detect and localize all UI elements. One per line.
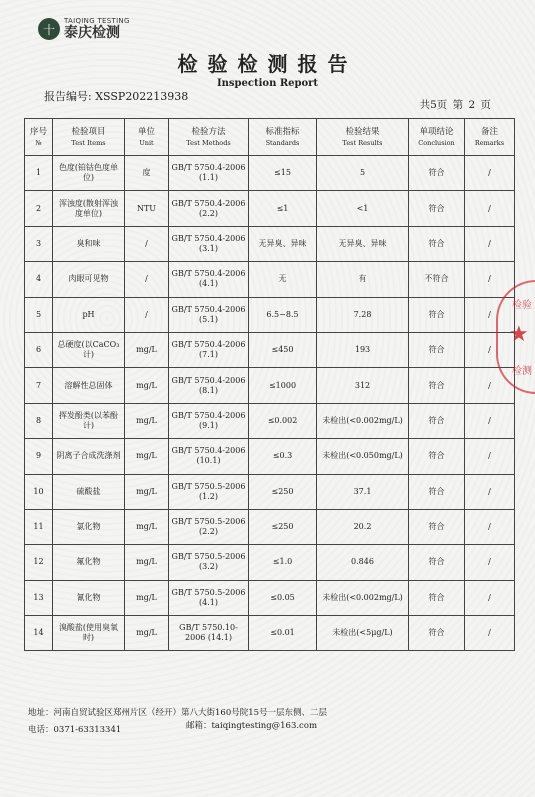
cell-unit: mg/L xyxy=(125,368,169,403)
report-number: 报告编号: XSSP202213938 xyxy=(44,90,189,103)
seal-text-top: 检验 xyxy=(512,300,532,311)
column-header-en: Standards xyxy=(265,139,300,148)
cell-conclusion: 符合 xyxy=(409,474,465,509)
cell-unit: 度 xyxy=(125,156,169,191)
column-header-en: Remarks xyxy=(474,139,505,148)
column-header-en: Unit xyxy=(139,139,154,148)
cell-item: 肉眼可见物 xyxy=(53,262,125,297)
cell-no: 8 xyxy=(25,403,53,438)
results-table xyxy=(24,118,515,651)
cell-conclusion: 符合 xyxy=(409,403,465,438)
footer-email: 邮箱：taiqingtesting@163.com xyxy=(186,721,317,731)
cell-unit: / xyxy=(125,262,169,297)
cell-no: 13 xyxy=(25,580,53,615)
column-header-cn: 单位 xyxy=(137,126,155,137)
table-body xyxy=(25,156,515,651)
column-header-cn: 备注 xyxy=(480,126,498,137)
cell-result: 0.846 xyxy=(317,545,409,580)
cell-no: 14 xyxy=(25,616,53,651)
cell-result: <1 xyxy=(317,191,409,226)
cell-unit: / xyxy=(125,226,169,261)
column-header-cn: 标准指标 xyxy=(265,126,300,137)
cell-method: GB/T 5750.4-2006 (8.1) xyxy=(169,368,249,403)
table-row xyxy=(25,403,515,438)
cell-result: 未检出(<5μg/L) xyxy=(317,616,409,651)
cell-standard: ≤0.3 xyxy=(249,439,317,474)
cell-item: 色度(铂钴色度单位) xyxy=(53,156,125,191)
cell-remarks: / xyxy=(465,509,515,544)
cell-unit: mg/L xyxy=(125,403,169,438)
table-row xyxy=(25,509,515,544)
cell-method: GB/T 5750.4-2006 (2.2) xyxy=(169,191,249,226)
column-header-cn: 序号 xyxy=(29,126,47,137)
table-row xyxy=(25,332,515,367)
cell-standard: ≤15 xyxy=(249,156,317,191)
cell-conclusion: 符合 xyxy=(409,332,465,367)
cell-method: GB/T 5750.5-2006 (3.2) xyxy=(169,545,249,580)
column-header-en: Test Results xyxy=(342,139,383,148)
cell-remarks: / xyxy=(465,262,515,297)
cell-result: 未检出(<0.050mg/L) xyxy=(317,439,409,474)
column-header xyxy=(53,119,125,156)
logo-en-text: TAIQING TESTING xyxy=(64,17,130,25)
column-header-en: Test Items xyxy=(71,139,106,148)
cell-item: 溴酸盐(使用臭氧时) xyxy=(53,616,125,651)
cell-unit: / xyxy=(125,297,169,332)
cell-conclusion: 不符合 xyxy=(409,262,465,297)
cell-result: 312 xyxy=(317,368,409,403)
cell-no: 12 xyxy=(25,545,53,580)
cell-item: 氰化物 xyxy=(53,580,125,615)
page-indicator: 共5页 第 2 页 xyxy=(419,99,491,111)
cell-method: GB/T 5750.5-2006 (1.2) xyxy=(169,474,249,509)
cell-remarks: / xyxy=(465,191,515,226)
cell-no: 10 xyxy=(25,474,53,509)
cell-conclusion: 符合 xyxy=(409,297,465,332)
column-header xyxy=(249,119,317,156)
table-row xyxy=(25,474,515,509)
cell-result: 37.1 xyxy=(317,474,409,509)
cell-conclusion: 符合 xyxy=(409,156,465,191)
cell-remarks: / xyxy=(465,226,515,261)
cell-remarks: / xyxy=(465,368,515,403)
cell-result: 5 xyxy=(317,156,409,191)
cell-no: 2 xyxy=(25,191,53,226)
cell-unit: mg/L xyxy=(125,509,169,544)
company-logo xyxy=(38,18,130,40)
cell-item: 臭和味 xyxy=(53,226,125,261)
cell-method: GB/T 5750.4-2006 (5.1) xyxy=(169,297,249,332)
column-header-en: № xyxy=(35,139,42,148)
cell-remarks: / xyxy=(465,474,515,509)
cell-standard: ≤450 xyxy=(249,332,317,367)
table-row xyxy=(25,545,515,580)
cell-remarks: / xyxy=(465,616,515,651)
column-header-cn: 检验方法 xyxy=(191,126,226,137)
table-row xyxy=(25,156,515,191)
table-row xyxy=(25,580,515,615)
cell-result: 7.28 xyxy=(317,297,409,332)
cell-method: GB/T 5750.4-2006 (7.1) xyxy=(169,332,249,367)
cell-unit: mg/L xyxy=(125,580,169,615)
column-header xyxy=(317,119,409,156)
cell-standard: 无 xyxy=(249,262,317,297)
cell-standard: ≤1 xyxy=(249,191,317,226)
column-header xyxy=(25,119,53,156)
cell-item: 硫酸盐 xyxy=(53,474,125,509)
cell-remarks: / xyxy=(465,297,515,332)
seal-text-bottom: 检测 xyxy=(512,366,532,377)
cell-method: GB/T 5750.5-2006 (2.2) xyxy=(169,509,249,544)
cell-method: GB/T 5750.4-2006 (4.1) xyxy=(169,262,249,297)
table-row xyxy=(25,191,515,226)
cell-result: 193 xyxy=(317,332,409,367)
column-header-cn: 检验项目 xyxy=(71,126,106,137)
cell-standard: ≤0.05 xyxy=(249,580,317,615)
column-header xyxy=(125,119,169,156)
cell-unit: mg/L xyxy=(125,545,169,580)
column-header-en: Conclusion xyxy=(418,139,455,148)
column-header xyxy=(409,119,465,156)
table-row xyxy=(25,439,515,474)
cell-method: GB/T 5750.4-2006 (1.1) xyxy=(169,156,249,191)
cell-no: 3 xyxy=(25,226,53,261)
logo-cn-text: 泰庆检测 xyxy=(64,25,120,41)
cell-remarks: / xyxy=(465,403,515,438)
cell-item: 总硬度(以CaCO₃计) xyxy=(53,332,125,367)
cell-no: 9 xyxy=(25,439,53,474)
cell-conclusion: 符合 xyxy=(409,616,465,651)
cell-item: pH xyxy=(53,297,125,332)
table-header-row xyxy=(25,119,515,156)
cell-unit: NTU xyxy=(125,191,169,226)
table-row xyxy=(25,262,515,297)
cell-result: 有 xyxy=(317,262,409,297)
cell-item: 挥发酚类(以苯酚计) xyxy=(53,403,125,438)
cell-conclusion: 符合 xyxy=(409,368,465,403)
cell-standard: ≤250 xyxy=(249,509,317,544)
cell-method: GB/T 5750.4-2006 (10.1) xyxy=(169,439,249,474)
cell-standard: 6.5~8.5 xyxy=(249,297,317,332)
cell-item: 氟化物 xyxy=(53,545,125,580)
column-header xyxy=(465,119,515,156)
cell-method: GB/T 5750.10-2006 (14.1) xyxy=(169,616,249,651)
table-row xyxy=(25,297,515,332)
footer-phone: 电话：0371-63313341 xyxy=(28,725,122,735)
cell-no: 5 xyxy=(25,297,53,332)
report-title-en: Inspection Report xyxy=(216,78,319,89)
cell-conclusion: 符合 xyxy=(409,509,465,544)
cell-standard: 无异臭、异味 xyxy=(249,226,317,261)
cell-result: 无异臭、异味 xyxy=(317,226,409,261)
column-header xyxy=(169,119,249,156)
column-header-en: Test Methods xyxy=(186,139,231,148)
cell-no: 7 xyxy=(25,368,53,403)
footer-address: 地址：河南自贸试验区郑州片区（经开）第八大街160号院15号一层东侧、二层 xyxy=(28,708,328,718)
cell-unit: mg/L xyxy=(125,332,169,367)
cell-no: 11 xyxy=(25,509,53,544)
report-title-cn: 检验检测报告 xyxy=(177,52,358,76)
cell-unit: mg/L xyxy=(125,439,169,474)
cell-method: GB/T 5750.4-2006 (9.1) xyxy=(169,403,249,438)
cell-conclusion: 符合 xyxy=(409,545,465,580)
cell-remarks: / xyxy=(465,332,515,367)
seal-star-icon: ★ xyxy=(509,322,529,347)
cell-result: 未检出(<0.002mg/L) xyxy=(317,580,409,615)
cell-remarks: / xyxy=(465,156,515,191)
cell-remarks: / xyxy=(465,545,515,580)
cell-result: 20.2 xyxy=(317,509,409,544)
cell-standard: ≤0.01 xyxy=(249,616,317,651)
cell-standard: ≤1000 xyxy=(249,368,317,403)
cell-conclusion: 符合 xyxy=(409,439,465,474)
table-row xyxy=(25,368,515,403)
cell-standard: ≤1.0 xyxy=(249,545,317,580)
cell-item: 氯化物 xyxy=(53,509,125,544)
cell-unit: mg/L xyxy=(125,474,169,509)
cell-standard: ≤250 xyxy=(249,474,317,509)
cell-result: 未检出(<0.002mg/L) xyxy=(317,403,409,438)
cell-remarks: / xyxy=(465,439,515,474)
cell-conclusion: 符合 xyxy=(409,191,465,226)
cell-no: 6 xyxy=(25,332,53,367)
cell-conclusion: 符合 xyxy=(409,580,465,615)
cell-no: 1 xyxy=(25,156,53,191)
table-row xyxy=(25,226,515,261)
cell-method: GB/T 5750.5-2006 (4.1) xyxy=(169,580,249,615)
cell-item: 浑浊度(散射浑浊度单位) xyxy=(53,191,125,226)
cell-conclusion: 符合 xyxy=(409,226,465,261)
cell-standard: ≤0.002 xyxy=(249,403,317,438)
cell-method: GB/T 5750.4-2006 (3.1) xyxy=(169,226,249,261)
cell-no: 4 xyxy=(25,262,53,297)
column-header-cn: 检验结果 xyxy=(345,126,380,137)
logo-icon: 十 xyxy=(38,18,60,40)
cell-unit: mg/L xyxy=(125,616,169,651)
table-row xyxy=(25,616,515,651)
column-header-cn: 单项结论 xyxy=(419,126,454,137)
cell-item: 阴离子合成洗涤剂 xyxy=(53,439,125,474)
cell-item: 溶解性总固体 xyxy=(53,368,125,403)
cell-remarks: / xyxy=(465,580,515,615)
